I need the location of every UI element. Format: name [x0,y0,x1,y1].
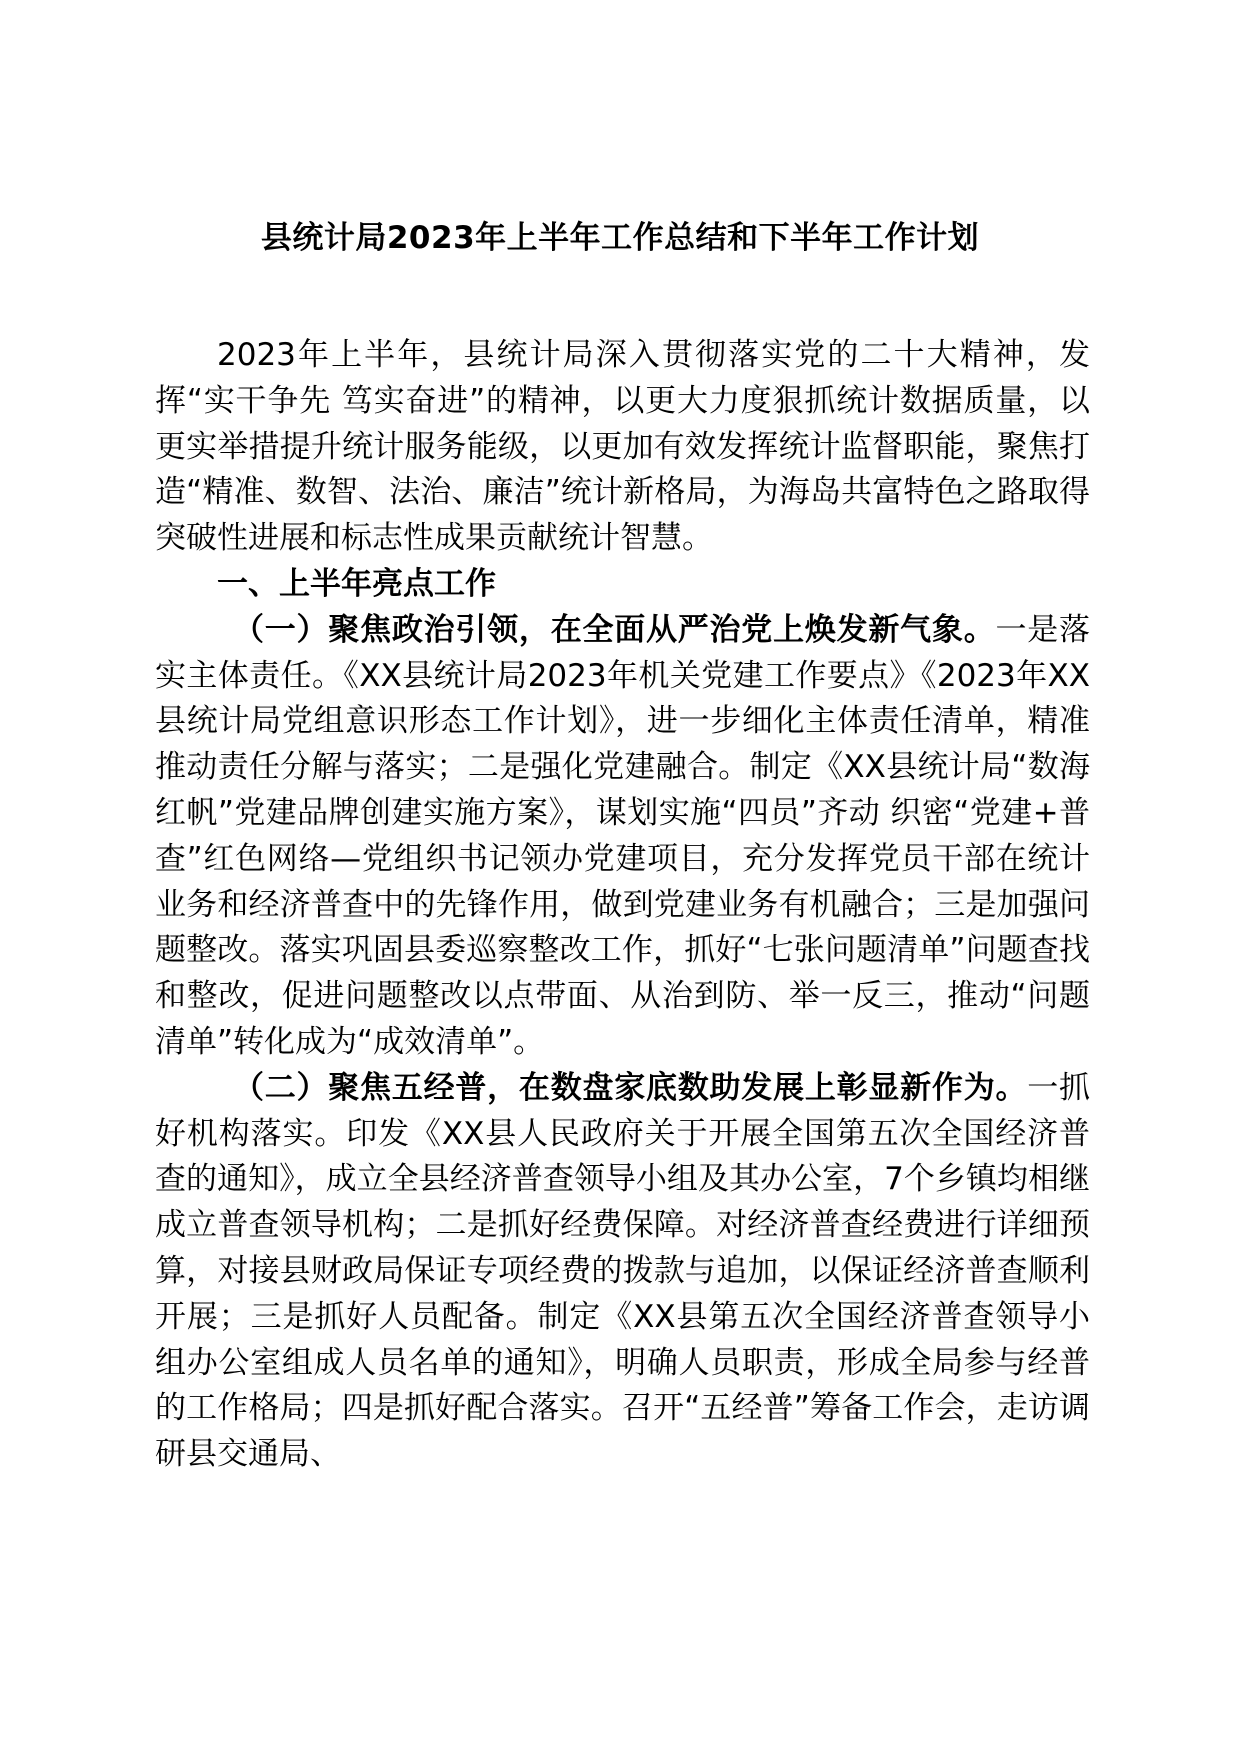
intro-paragraph: 2023年上半年，县统计局深入贯彻落实党的二十大精神，发挥“实干争先 笃实奋进”的精神，以更大力度狠抓统计数据质量，以更实举措提升统计服务能级，以更加有效发挥统计监督职能，聚焦打造“精准、数智、法治、廉洁”统计新格局，为海岛共富特色之路取得突破性进展和标志性成果贡献统计智慧。 [155,337,1090,557]
subsection-2-text: 一抓好机构落实。印发《XX县人民政府关于开展全国第五次全国经济普查的通知》，成立全县经济普查领导小组及其办公室，7个乡镇均相继成立普查领导机构；二是抓好经费保障。对经济普查经费进行详细预算，对接县财政局保证专项经费的拨款与追加，以保证经济普查顺利开展；三是抓好人员配备。制定《XX县第五次全国经济普查领导小组办公室组成人员名单的通知》，明确人员职责，形成全局参与经普的工作格局；四是抓好配合落实。召开“五经普”筹备工作会，走访调研县交通局、 [155,1069,1091,1473]
subsection-2-heading: （二）聚焦五经普，在数盘家底数助发展上彰显新作为。 [233,1069,1028,1106]
subsection-1-heading: （一）聚焦政治引领，在全面从严治党上焕发新气象。 [233,611,996,648]
subsection-1-paragraph [155,608,1090,1066]
subsection-1-text: 一是落实主体责任。《XX县统计局2023年机关党建工作要点》《2023年XX县统计局党组意识形态工作计划》，进一步细化主体责任清单，精准推动责任分解与落实；二是强化党建融合。制定《XX县统计局“数海红帆”党建品牌创建实施方案》，谋划实施“四员”齐动 织密“党建+普查”红色网络—党组织书记领办党建项目，充分发挥党员干部在统计业务和经济普查中的先锋作用，做到党建业务有机融合；三是加强问题整改。落实巩固县委巡察整改工作，抓好“七张问题清单”问题查找和整改，促进问题整改以点带面、从治到防、举一反三，推动“问题清单”转化成为“成效清单”。 [155,611,1091,1060]
document-body [155,333,1090,1478]
section-heading-1: 一、上半年亮点工作 [217,565,496,602]
subsection-2-paragraph [155,1066,1090,1478]
document-title: 县统计局2023年上半年工作总结和下半年工作计划 [260,220,980,256]
